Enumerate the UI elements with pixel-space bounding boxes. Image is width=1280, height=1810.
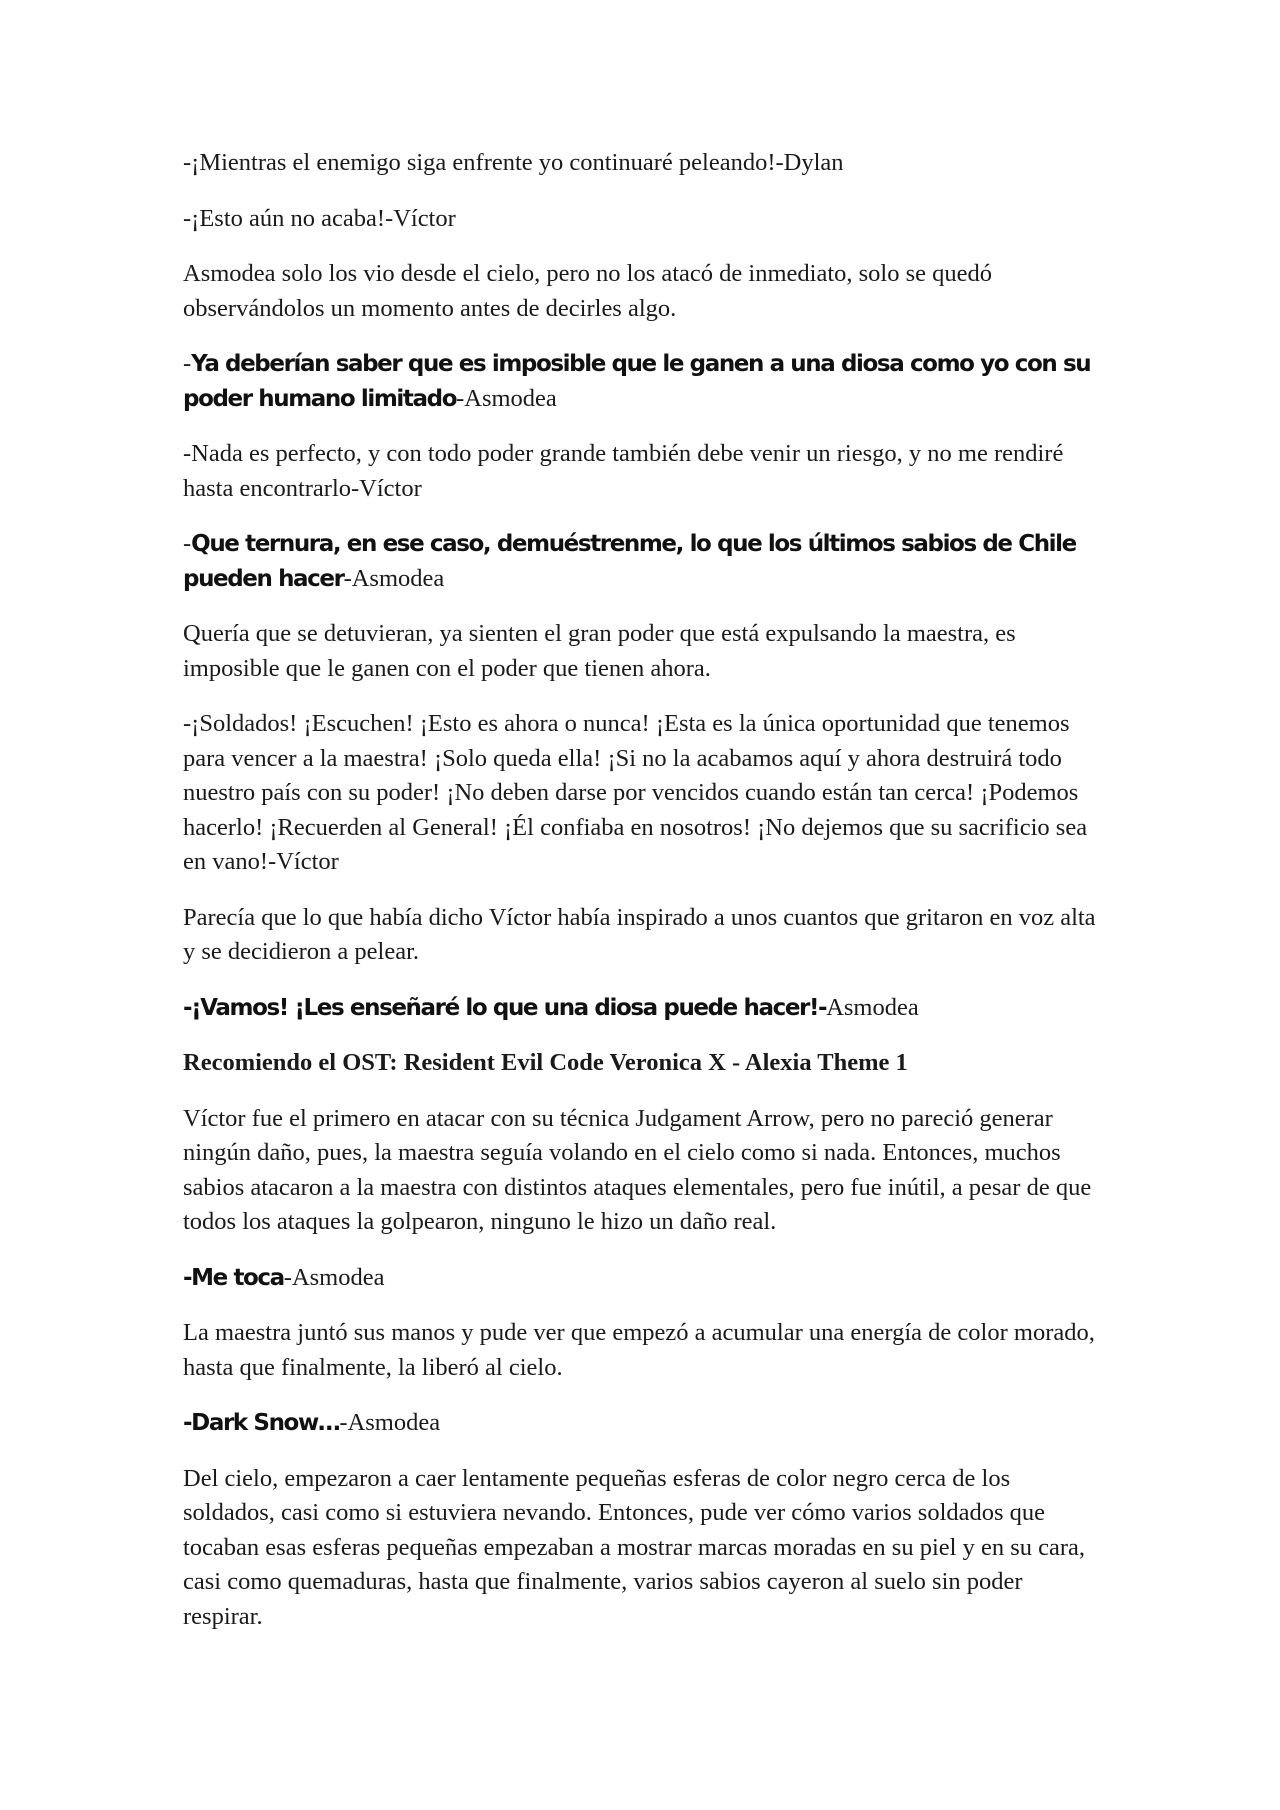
paragraph-narration: Del cielo, empezaron a caer lentamente pequeñas esferas de color negro cerca de los soldados, casi como si estuviera nevando. Entonces, pude ver cómo varios soldados que tocaban esas esferas pequeñas empezaban a mostrar marcas moradas en su piel y en su cara, casi como quemaduras, hasta que finalmente, varios sabios cayeron al suelo sin poder respirar. [183,1464,1086,1630]
asmodea-emphasis-text: -¡Vamos! ¡Les enseñaré lo que una diosa puede hacer!- [183,994,827,1021]
paragraph-victor-line: -¡Esto aún no acaba!-Víctor [183,204,456,232]
paragraph-asmodea-line [183,1406,1103,1441]
asmodea-emphasis-text: Que ternura, en ese caso, demuéstrenme, lo que los últimos sabios de Chile pueden hacer [183,531,1076,592]
speaker-tag: Asmodea [826,993,919,1021]
speaker-tag: -Asmodea [283,1263,385,1291]
paragraph-asmodea-line [183,527,1103,596]
paragraph-victor-speech: -¡Soldados! ¡Escuchen! ¡Esto es ahora o nunca! ¡Esta es la única oportunidad que tenemos para vencer a la maestra! ¡Solo queda ella! ¡Si no la acabamos aquí y ahora destruirá todo nuestro país con su poder! ¡No deben darse por vencidos cuando están tan cerca! ¡Podemos hacerlo! ¡Recuerden al General! ¡Él confiaba en nosotros! ¡No dejemos que su sacrificio sea en vano!-Víctor [183,710,1088,875]
paragraph-asmodea-line [183,1261,1103,1296]
asmodea-emphasis-text: -Me toca [183,1264,284,1291]
paragraph-asmodea-line [183,991,1103,1026]
dialogue-dash: - [183,350,192,377]
paragraph-victor-line: -Nada es perfecto, y con todo poder grande también debe venir un riesgo, y no me rendiré hasta encontrarlo-Víctor [183,440,1064,502]
paragraph-dylan-line: -¡Mientras el enemigo siga enfrente yo continuaré peleando!-Dylan [183,149,844,176]
document-page [183,146,1103,1655]
paragraph-narration: Quería que se detuvieran, ya sienten el gran poder que está expulsando la maestra, es imposible que le ganen con el poder que tienen ahora. [183,620,1016,682]
speaker-tag: -Asmodea [339,1409,441,1436]
paragraph-narration: Asmodea solo los vio desde el cielo, pero no los atacó de inmediato, solo se quedó observándolos un momento antes de decirles algo. [183,260,993,322]
asmodea-emphasis-text: Ya deberían saber que es imposible que le ganen a una diosa como yo con su poder humano limitado [183,351,1091,412]
dialogue-dash: - [183,530,192,557]
asmodea-emphasis-text: -Dark Snow… [183,1410,340,1436]
paragraph-narration: Víctor fue el primero en atacar con su técnica Judgament Arrow, pero no pareció generar ningún daño, pues, la maestra seguía volando en el cielo como si nada. Entonces, muchos sabios atacaron a la maestra con distintos ataques elementales, pero fue inútil, a pesar de que todos los ataques la golpearon, ninguno le hizo un daño real. [183,1104,1092,1235]
paragraph-narration: Parecía que lo que había dicho Víctor había inspirado a unos cuantos que gritaron en voz alta y se decidieron a pelear. [183,903,1096,965]
paragraph-asmodea-line [183,347,1103,416]
paragraph-narration: La maestra juntó sus manos y pude ver que empezó a acumular una energía de color morado, hasta que finalmente, la liberó al cielo. [183,1319,1095,1381]
speaker-tag: -Asmodea [343,564,445,592]
speaker-tag: -Asmodea [456,384,557,412]
ost-recommendation: Recomiendo el OST: Resident Evil Code Veronica X - Alexia Theme 1 [183,1049,908,1076]
